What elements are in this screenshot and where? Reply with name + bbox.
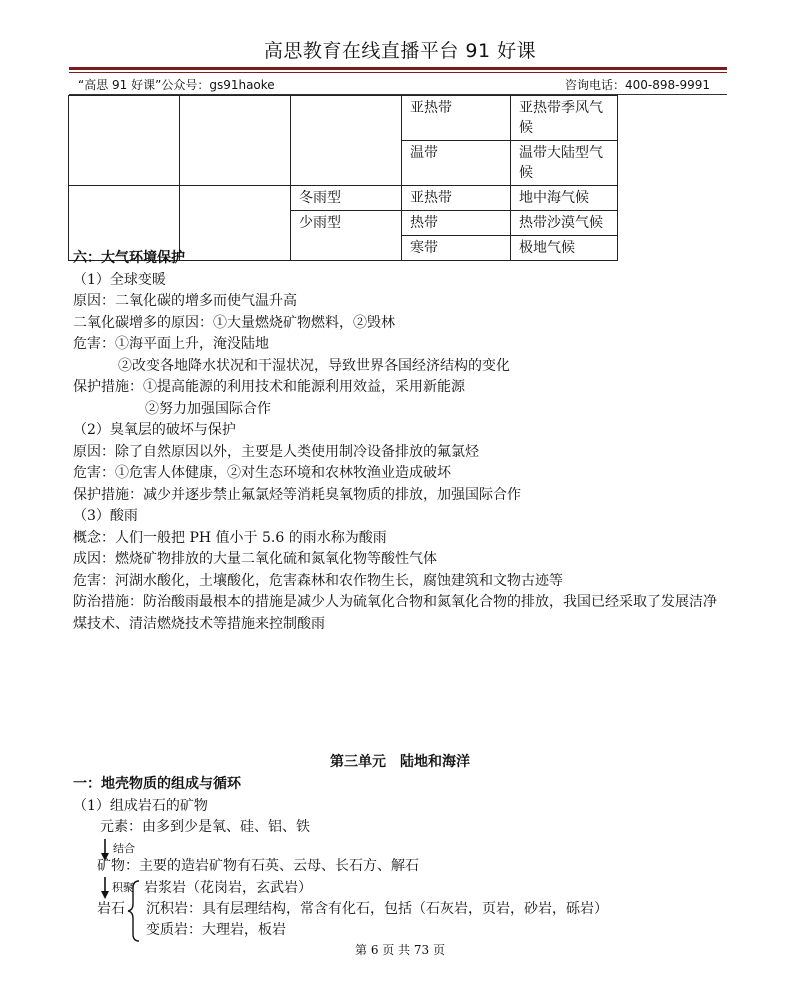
section-heading: 一：地壳物质的组成与循环: [73, 776, 241, 792]
paragraph: 二氧化碳增多的原因：①大量燃烧矿物燃料，②毁林: [73, 314, 395, 331]
paragraph: 危害：①危害人体健康，②对生态环境和农林牧渔业造成破坏: [73, 465, 451, 481]
paragraph: ②改变各地降水状况和干湿状况，导致世界各国经济结构的变化: [118, 357, 510, 374]
paragraph: 保护措施：①提高能源的利用技术和能源利用效益，采用新能源: [73, 379, 465, 395]
paragraph: （3）酸雨: [73, 508, 138, 524]
header-rule: [69, 67, 727, 70]
table-cell: [69, 96, 180, 186]
table-cell: 亚热带季风气候: [511, 96, 618, 141]
table-cell: 亚热带: [402, 96, 511, 141]
paragraph: 概念：人们一般把 PH 值小于 5.6 的雨水称为酸雨: [73, 529, 387, 546]
table-cell: 寒带: [402, 236, 511, 261]
table-row: [69, 96, 618, 141]
header-phone: 咨询电话：400-898-9991: [564, 78, 710, 92]
paragraph: （1）全球变暖: [73, 271, 166, 288]
page-header-title: 高思教育在线直播平台 91 好课: [263, 40, 537, 62]
climate-table: [68, 95, 618, 261]
table-cell: 地中海气候: [511, 186, 618, 211]
rock-metamorphic: 变质岩：大理岩，板岩: [146, 922, 286, 938]
paragraph: （2）臭氧层的破坏与保护: [73, 422, 236, 438]
paragraph: 成因：燃烧矿物排放的大量二氧化硫和氮氧化物等酸性气体: [73, 551, 437, 567]
rock-label: 岩石: [97, 901, 125, 917]
page-footer: 第 6 页 共 73 页: [355, 943, 445, 957]
table-cell: 亚热带: [402, 186, 511, 211]
paragraph: 防治措施：防治酸雨最根本的措施是减少人为硫氧化合物和氮氧化合物的排放，我国已经采取了发展洁净: [73, 594, 717, 610]
arrow-label: 结合: [113, 842, 135, 855]
minerals-line: 矿物：主要的造岩矿物有石英、云母、长石方、解石: [97, 858, 419, 874]
rock-sedimentary: 沉积岩：具有层理结构，常含有化石，包括（石灰岩，页岩，砂岩，砾岩）: [146, 901, 608, 917]
arrow-label: 积聚: [112, 881, 134, 894]
unit-title: 第三单元 陆地和海洋: [330, 754, 470, 770]
table-cell: 少雨型: [291, 211, 402, 261]
table-row: [69, 186, 618, 211]
table-cell: [291, 96, 402, 186]
table-cell: 热带: [402, 211, 511, 236]
paragraph: 危害：河湖水酸化，土壤酸化，危害森林和农作物生长，腐蚀建筑和文物古迹等: [73, 572, 563, 589]
table-cell: [180, 96, 291, 186]
rock-igneous: 岩浆岩（花岗岩，玄武岩）: [144, 880, 312, 896]
table-cell: 热带沙漠气候: [511, 211, 618, 236]
paragraph: 煤技术、清洁燃烧技术等措施来控制酸雨: [73, 615, 325, 632]
section-atmosphere: [73, 248, 733, 635]
paragraph: （1）组成岩石的矿物: [73, 798, 208, 814]
table-cell: 温带: [402, 141, 511, 186]
section-crust: [73, 773, 733, 817]
header-rule-thin: [69, 72, 727, 73]
table-cell: 冬雨型: [291, 186, 402, 211]
section-heading: 六：大气环境保护: [73, 250, 185, 266]
paragraph: 原因：二氧化碳的增多而使气温升高: [73, 293, 297, 309]
paragraph: ②努力加强国际合作: [145, 400, 271, 417]
paragraph: 保护措施：减少并逐步禁止氟氯烃等消耗臭氧物质的排放，加强国际合作: [73, 486, 521, 503]
elements-line: 元素：由多到少是氧、硅、铝、铁: [100, 819, 310, 835]
brace-icon: [127, 880, 141, 942]
paragraph: 原因：除了自然原因以外，主要是人类使用制冷设备排放的氟氯烃: [73, 443, 479, 460]
table-cell: 极地气候: [511, 236, 618, 261]
table-cell: 温带大陆型气候: [511, 141, 618, 186]
paragraph: 危害：①海平面上升，淹没陆地: [73, 336, 269, 352]
header-wechat: “高思 91 好课”公众号：gs91haoke: [78, 78, 275, 92]
